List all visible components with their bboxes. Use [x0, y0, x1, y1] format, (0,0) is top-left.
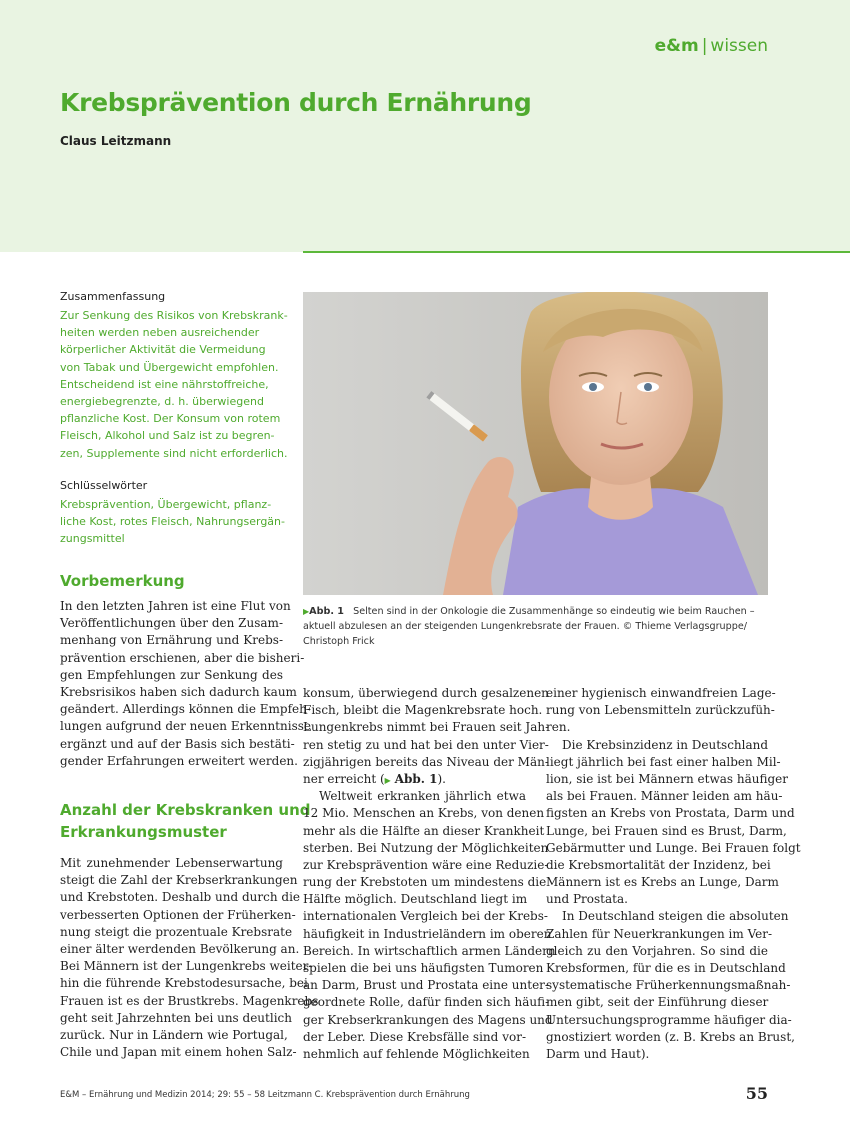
- text-line: als bei Frauen. Männer leiden am häu-: [546, 789, 783, 804]
- triangle-marker-icon: ▶: [384, 775, 391, 785]
- keywords-heading: Schlüsselwörter: [60, 479, 148, 492]
- text-line: figsten an Krebs von Prostata, Darm und: [546, 806, 795, 821]
- column-3-text: [546, 685, 801, 1063]
- text-line: 12 Mio. Menschen an Krebs, von denen: [303, 806, 545, 821]
- text-line: Zahlen für Neuerkrankungen im Ver-: [546, 926, 773, 941]
- text-line: die Krebsmortalität der Inzidenz, bei: [546, 857, 771, 872]
- text-line: Krebsrisikos haben sich dadurch kaum: [60, 684, 297, 699]
- text-line: Frauen ist es der Brustkrebs. Magenkrebs: [60, 993, 319, 1008]
- text-line: zur Krebsprävention wäre eine Reduzie-: [303, 857, 549, 872]
- text-line: Weltweit erkranken jährlich etwa: [319, 789, 526, 804]
- text-line: steigt die Zahl der Krebserkrankungen: [60, 873, 298, 888]
- text-line: Darm und Haut).: [546, 1046, 650, 1061]
- abstract-line: heiten werden neben ausreichender: [60, 326, 260, 340]
- text-line: und Krebstoten. Deshalb und durch die: [60, 890, 301, 905]
- abstract-line: Entscheidend ist eine nährstoffreiche,: [60, 377, 269, 391]
- figure-photo: [303, 292, 768, 595]
- brand-section: wissen: [710, 36, 768, 56]
- abstract-line: Zur Senkung des Risikos von Krebskrank-: [60, 309, 288, 322]
- text-line: ergänzt und auf der Basis sich bestäti-: [60, 736, 295, 751]
- text-line: menhang von Ernährung und Krebs-: [60, 633, 283, 648]
- text-line: geändert. Allerdings können die Empfeh-: [60, 702, 311, 717]
- text-line: mehr als die Hälfte an dieser Krankheit: [303, 823, 545, 838]
- caption-line-2: aktuell abzulesen an der steigenden Lungenkrebsrate der Frauen. © Thieme Verlagsgruppe/: [303, 621, 747, 632]
- text-line: nung steigt die prozentuale Krebsrate: [60, 924, 293, 939]
- text-line: Untersuchungsprogramme häufiger dia-: [546, 1012, 792, 1027]
- text-line: internationalen Vergleich bei der Krebs-: [303, 909, 548, 924]
- text-line: an Darm, Brust und Prostata eine unter-: [303, 978, 549, 993]
- abstract-text: [60, 307, 288, 462]
- brand-bold: e&m: [654, 36, 699, 56]
- text-line: prävention erschienen, aber die bisheri-: [60, 650, 305, 665]
- text-line: gleich zu den Vorjahren. So sind die: [546, 943, 768, 958]
- text-line: geht seit Jahrzehnten bei uns deutlich: [60, 1010, 292, 1025]
- text-line: lungen aufgrund der neuen Erkenntnisse: [60, 719, 311, 734]
- text-line: Veröffentlichungen über den Zusam-: [60, 616, 283, 631]
- text-line: In Deutschland steigen die absoluten: [562, 909, 789, 924]
- text-line: [303, 771, 526, 788]
- text-line: gender Erfahrungen erweitert werden.: [60, 753, 298, 768]
- header-divider: [303, 251, 850, 253]
- keywords-line: zungsmittel: [60, 532, 125, 546]
- abstract-line: Fleisch, Alkohol und Salz ist zu begren-: [60, 429, 275, 443]
- abstract-line: von Tabak und Übergewicht empfohlen.: [60, 360, 279, 374]
- text-line: ren.: [546, 720, 571, 735]
- text-line: einer hygienisch einwandfreien Lage-: [546, 686, 776, 700]
- page-number: 55: [745, 1084, 768, 1103]
- abstract-line: pflanzliche Kost. Der Konsum von rotem: [60, 412, 281, 426]
- text-line: Krebsformen, für die es in Deutschland: [546, 961, 786, 975]
- text-line: systematische Früherkennungsmaßnah-: [546, 978, 791, 993]
- figure-reference-link[interactable]: Abb. 1: [394, 771, 438, 786]
- article-author: Claus Leitzmann: [60, 134, 172, 148]
- text-line: In den letzten Jahren ist eine Flut von: [60, 599, 291, 613]
- woman-smoking-illustration: [303, 292, 768, 595]
- keywords-line: Krebsprävention, Übergewicht, pflanz-: [60, 498, 272, 511]
- text-line: Lunge, bei Frauen sind es Brust, Darm,: [546, 823, 787, 838]
- journal-brand: [655, 36, 768, 56]
- text-line: und Prostata.: [546, 892, 628, 907]
- text-line: Mit zunehmender Lebenserwartung: [60, 856, 283, 870]
- text-line: Fisch, bleibt die Magenkrebsrate hoch.: [303, 703, 543, 718]
- text-line: men gibt, seit der Einführung dieser: [546, 995, 769, 1010]
- section-heading-anzahl: [60, 799, 311, 843]
- triangle-marker-icon: ▶: [303, 607, 310, 616]
- article-title: Krebsprävention durch Ernährung: [60, 88, 532, 117]
- text-line: ger Krebserkrankungen des Magens und: [303, 1012, 553, 1027]
- section-heading-vorbemerkung: Vorbemerkung: [60, 572, 185, 590]
- text-line: Hälfte möglich. Deutschland liegt im: [303, 892, 528, 907]
- text-line: Chile und Japan mit einem hohen Salz-: [60, 1045, 297, 1060]
- caption-line-1: [303, 604, 768, 619]
- text-line: verbesserten Optionen der Früherken-: [60, 907, 296, 922]
- text-line: Bereich. In wirtschaftlich armen Ländern: [303, 943, 556, 958]
- section-heading-line: Erkrankungsmuster: [60, 823, 227, 841]
- text-line: liegt jährlich bei fast einer halben Mil-: [546, 754, 781, 769]
- text-line: Männern ist es Krebs an Lunge, Darm: [546, 875, 779, 890]
- keywords-line: liche Kost, rotes Fleisch, Nahrungsergän-: [60, 515, 285, 529]
- text-line: rung der Krebstoten um mindestens die: [303, 875, 547, 890]
- section-heading-line: Anzahl der Krebskranken und: [60, 801, 311, 819]
- caption-text: Selten sind in der Onkologie die Zusammenhänge so eindeutig wie beim Rauchen –: [353, 606, 755, 617]
- abstract-line: körperlicher Aktivität die Vermeidung: [60, 343, 266, 357]
- column-2-text: [303, 685, 556, 1063]
- text-fragment: ner erreicht (: [303, 771, 385, 786]
- text-line: rung von Lebensmitteln zurückzufüh-: [546, 703, 775, 718]
- text-line: ren stetig zu und hat bei den unter Vier-: [303, 737, 549, 752]
- text-line: Die Krebsinzidenz in Deutschland: [562, 737, 769, 752]
- text-fragment: ).: [437, 771, 446, 786]
- abstract-line: energiebegrenzte, d. h. überwiegend: [60, 395, 264, 409]
- text-line: sterben. Bei Nutzung der Möglichkeiten: [303, 840, 549, 855]
- text-line: lion, sie ist bei Männern etwas häufiger: [546, 771, 788, 786]
- figure-caption: [303, 604, 768, 649]
- text-line: geordnete Rolle, dafür finden sich häufi-: [303, 995, 550, 1010]
- paragraph-anzahl: [60, 855, 319, 1061]
- keywords-text: [60, 496, 285, 548]
- text-line: spielen die bei uns häufigsten Tumoren: [303, 961, 544, 975]
- figure-label: Abb. 1: [309, 606, 344, 617]
- abstract-line: zen, Supplemente sind nicht erforderlich.: [60, 446, 288, 460]
- text-line: konsum, überwiegend durch gesalzenen: [303, 686, 549, 700]
- text-line: Bei Männern ist der Lungenkrebs weiter-: [60, 959, 313, 974]
- footer-citation: E&M – Ernährung und Medizin 2014; 29: 55 – 58 Leitzmann C. Krebsprävention durch Ernährung: [60, 1090, 470, 1100]
- text-line: der Leber. Diese Krebsfälle sind vor-: [303, 1029, 526, 1044]
- text-line: einer älter werdenden Bevölkerung an.: [60, 941, 300, 956]
- text-line: häufigkeit in Industrieländern im oberen: [303, 926, 552, 941]
- abstract-heading: Zusammenfassung: [60, 290, 166, 303]
- text-line: Lungenkrebs nimmt bei Frauen seit Jah-: [303, 720, 550, 735]
- text-line: nehmlich auf fehlende Möglichkeiten: [303, 1046, 530, 1061]
- text-line: zurück. Nur in Ländern wie Portugal,: [60, 1027, 288, 1042]
- brand-separator: |: [701, 36, 708, 56]
- text-line: gen Empfehlungen zur Senkung des: [60, 667, 283, 682]
- text-line: zigjährigen bereits das Niveau der Män-: [303, 754, 549, 769]
- text-line: hin die führende Krebstodesursache, bei: [60, 976, 308, 991]
- text-line: gnostiziert worden (z. B. Krebs an Brust,: [546, 1029, 795, 1044]
- caption-line-3: Christoph Frick: [303, 636, 375, 647]
- text-line: Gebärmutter und Lunge. Bei Frauen folgt: [546, 840, 801, 855]
- paragraph-vorbemerkung: [60, 598, 311, 770]
